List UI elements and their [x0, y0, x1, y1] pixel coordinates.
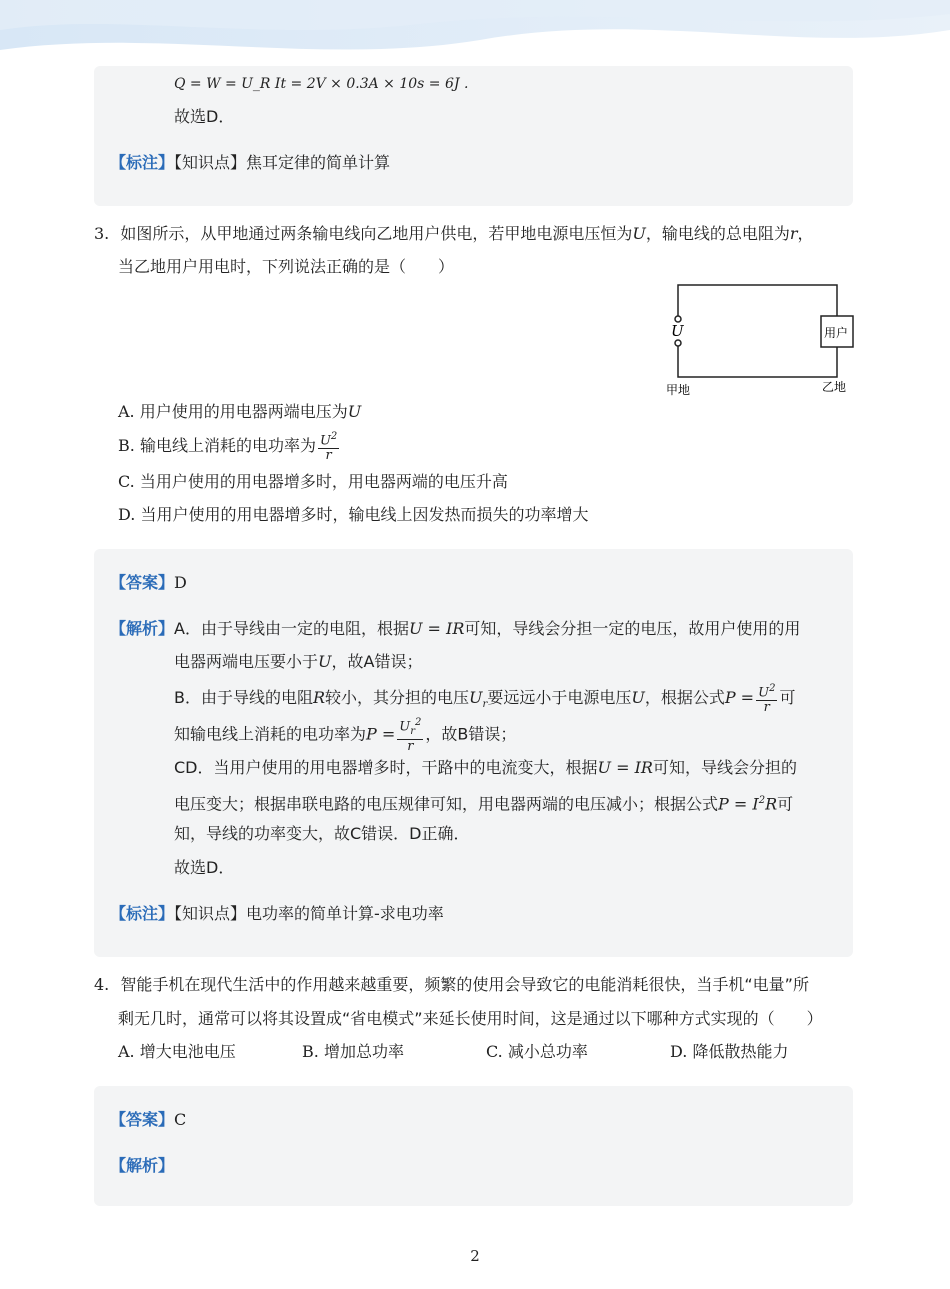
q3-analysis-line1: 【解析】A．由于导线由一定的电阻，根据U = IR可知，导线会分担一定的电压，故用户使用的用: [110, 619, 801, 638]
header-wave-decoration: [0, 0, 950, 70]
note-tag: 【标注】: [110, 904, 175, 923]
q3-analysis-line7: 知，导线的功率变大，故C错误．D正确．: [174, 824, 470, 843]
prev-formula: Q = W = U_R It = 2V × 0.3A × 10s = 6J .: [174, 76, 469, 92]
q3-option-b: B. 输电线上消耗的电功率为 $\frac{U^2}{r}$: [118, 430, 338, 464]
q3-analysis-line8: 故选D．: [174, 858, 235, 877]
q3-option-d: D. 当用户使用的用电器增多时，输电线上因发热而损失的功率增大: [118, 505, 589, 524]
q4-line1: 4. 智能手机在现代生活中的作用越来越重要，频繁的使用会导致它的电能消耗很快，当手机“电量”所: [94, 975, 809, 994]
fraction: $\frac{U^2}{r}$: [758, 682, 776, 716]
location-jia-label: 甲地: [666, 383, 691, 397]
analysis-tag: 【解析】: [110, 1156, 175, 1175]
q3-analysis-line5: CD．当用户使用的用电器增多时，干路中的电流变大，根据U = IR可知，导线会分担的: [174, 758, 797, 777]
location-yi-label: 乙地: [822, 380, 847, 394]
answer-tag: 【答案】: [110, 573, 175, 592]
source-voltage-label: U: [671, 322, 684, 340]
q3-analysis-line6: 电压变大；根据串联电路的电压规律可知，用电器两端的电压减小；根据公式$P = I^2R$可: [174, 794, 794, 814]
fraction: $\frac{U^2}{r}$: [319, 430, 338, 464]
q4-option-a: A. 增大电池电压: [118, 1042, 236, 1061]
q3-analysis-line2: 电器两端电压要小于U，故A错误；: [174, 652, 423, 671]
q4-option-d: D. 降低散热能力: [670, 1042, 789, 1061]
q3-line2: 当乙地用户用电时，下列说法正确的是（ ）: [118, 257, 455, 276]
note-tag: 【标注】: [110, 153, 175, 172]
answer-tag: 【答案】: [110, 1110, 175, 1129]
q3-answer: 【答案】D: [110, 573, 187, 592]
q4-solution-box: [94, 1086, 853, 1206]
page-number: 2: [470, 1247, 480, 1265]
fraction: $\frac{U_r^2}{r}$: [399, 717, 422, 754]
q4-option-c: C. 减小总功率: [486, 1042, 588, 1061]
circuit-diagram: [660, 278, 860, 402]
q3-option-a: A. 用户使用的用电器两端电压为U: [118, 402, 362, 421]
prev-note: 【标注】【知识点】焦耳定律的简单计算: [110, 153, 391, 172]
prev-conclusion: 故选D．: [174, 107, 235, 126]
q3-line1: 3. 如图所示，从甲地通过两条输电线向乙地用户供电，若甲地电源电压恒为U，输电线的总电阻为r，: [94, 224, 814, 243]
q4-answer: 【答案】C: [110, 1110, 187, 1129]
load-label: 用户: [824, 326, 849, 340]
q4-line2: 剩无几时，通常可以将其设置成“省电模式”来延长使用时间，这是通过以下哪种方式实现的（ ）: [118, 1009, 823, 1028]
analysis-tag: 【解析】: [110, 619, 175, 638]
q3-analysis-line3: B．由于导线的电阻R较小，其分担的电压$U_r$要远远小于电源电压U，根据公式P = $\frac{U^2}{r}$ 可: [174, 682, 796, 716]
q4-analysis: [110, 1155, 174, 1177]
question-number: 3.: [94, 224, 110, 243]
q4-option-b: B. 增加总功率: [302, 1042, 404, 1061]
q3-analysis-line4: 知输电线上消耗的电功率为P = $\frac{U_r^2}{r}$ ，故B错误；: [174, 717, 517, 754]
question-number: 4.: [94, 975, 110, 994]
q3-note: 【标注】【知识点】电功率的简单计算-求电功率: [110, 904, 444, 923]
q3-option-c: C. 当用户使用的用电器增多时，用电器两端的电压升高: [118, 472, 508, 491]
